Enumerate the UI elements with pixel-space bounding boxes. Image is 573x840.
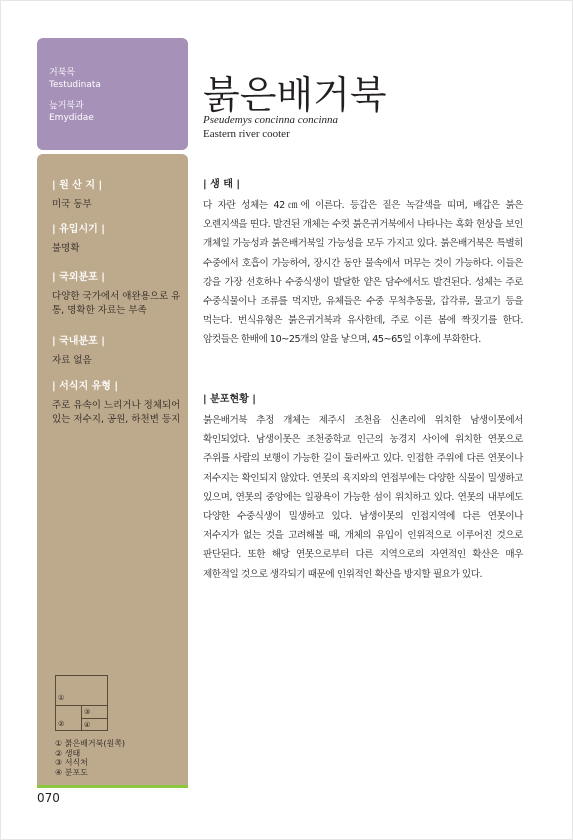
family-latin: Emydidae (49, 113, 94, 123)
legend-item-4: ④ 분포도 (55, 767, 88, 777)
info-sidebar (37, 154, 188, 787)
photo-marker-2: ② (58, 720, 65, 728)
domestic-distribution-label: | 국내분포 | (52, 336, 105, 347)
taxonomy-card (37, 38, 188, 150)
photo-marker-3: ③ (84, 708, 91, 716)
photo-box-1 (55, 675, 108, 706)
distribution-text: 붉은배거북 추정 개체는 제주시 조천읍 신촌리에 위치한 남생이못에서 확인되었다. 남생이못은 조천중학교 인근의 농경지 사이에 위치한 연못으로 주위를 사람의 보행이 가능한 길이 둘러싸고 있다. 인접한 주위에 다른 연못이나 저수지는 확인되지 않았다. 연못의 육지와의 연접부에는 다양한 식물이 밀생하고 있으며, 연못의 중앙에는 일광욕이 가능한 섬이 위치하고 있다. 연못의 내부에도 다양한 수중식생이 밀생하고 있다. 남생이못의 인접지역에 다른 연못이나 저수지가 없는 것을 고려해볼 때, 개체의 유입이 인위적으로 이루어진 것으로 판단된다. 또한 해당 연못으로부터 다른 지역으로의 자연적인 확산은 매우 제한적일 것으로 생각되기 때문에 인위적인 확산을 방지할 필요가 있다. (203, 415, 523, 580)
global-distribution-label: | 국외분포 | (52, 272, 105, 283)
legend-item-1: ① 붉은배거북(원쪽) (55, 739, 126, 748)
order-group (49, 67, 101, 91)
origin-section (52, 179, 182, 212)
ecology-heading: | 생 태 | (203, 179, 241, 190)
photo-box-2 (55, 705, 82, 731)
photo-marker-4: ④ (84, 721, 91, 729)
photo-box-4 (81, 718, 108, 731)
order-latin: Testudinata (49, 80, 101, 90)
origin-value: 미국 동부 (52, 199, 92, 210)
habitat-value: 주로 유속이 느리거나 정체되어 있는 저수지, 공원, 하천변 등지 (52, 400, 181, 425)
origin-label: | 원 산 지 | (52, 180, 103, 191)
photo-marker-1: ① (58, 694, 65, 702)
introduction-section (52, 223, 182, 256)
ecology-section (203, 175, 523, 350)
domestic-distribution-section (52, 335, 182, 368)
ecology-text: 다 자란 성체는 42㎝에 이른다. 등갑은 짙은 녹갈색을 띠며, 배갑은 붉은 오렌지색을 띤다. 발견된 개체는 수컷 붉은귀거북에서 나타나는 흑화 현상을 보인 개체일 가능성과 붉은배거북일 가능성을 모두 가지고 있다. 붉은배거북은 특별히 수중에서 호흡이 가능하여, 장시간 동안 물속에서 머무는 것이 가능하다. 이들은 강을 가장 선호하나 수중식생이 발달한 얕은 담수에서도 발견된다. 성체는 주로 수중식물이나 조류를 먹지만, 유체들은 수중 무척추동물, 갑각류, 물고기 등을 먹는다. 번식유형은 붉은귀거북과 유사한데, 주로 이른 봄에 짝짓기를 한다. 암컷들은 한배에 10~25개의 알을 낳으며, 45~65일 이후에 부화한다. (203, 200, 523, 346)
habitat-section (52, 380, 182, 427)
distribution-heading: | 분포현황 | (203, 394, 256, 405)
habitat-label: | 서식지 유형 | (52, 381, 119, 392)
family-korean: 늪거북과 (49, 101, 84, 111)
photo-index-diagram (55, 675, 108, 731)
scientific-name: Pseudemys concinna concinna (203, 114, 339, 126)
english-name: Eastern river cooter (203, 128, 290, 140)
introduction-label: | 유입시기 | (52, 224, 105, 235)
accent-line (37, 785, 188, 788)
order-korean: 거북목 (49, 68, 76, 78)
photo-box-3 (81, 705, 108, 719)
photo-legend (55, 739, 125, 777)
legend-item-3: ③ 서식처 (55, 758, 88, 767)
page-number: 070 (37, 791, 60, 805)
global-distribution-value: 다양한 국가에서 애완용으로 유통, 명확한 자료는 부족 (52, 291, 181, 316)
family-group (49, 100, 94, 124)
domestic-distribution-value: 자료 없음 (52, 355, 92, 366)
global-distribution-section (52, 271, 182, 318)
introduction-value: 불명확 (52, 243, 80, 254)
legend-item-2: ② 생태 (55, 748, 81, 758)
distribution-section (203, 390, 523, 584)
page-title: 붉은배거북 (203, 73, 387, 117)
